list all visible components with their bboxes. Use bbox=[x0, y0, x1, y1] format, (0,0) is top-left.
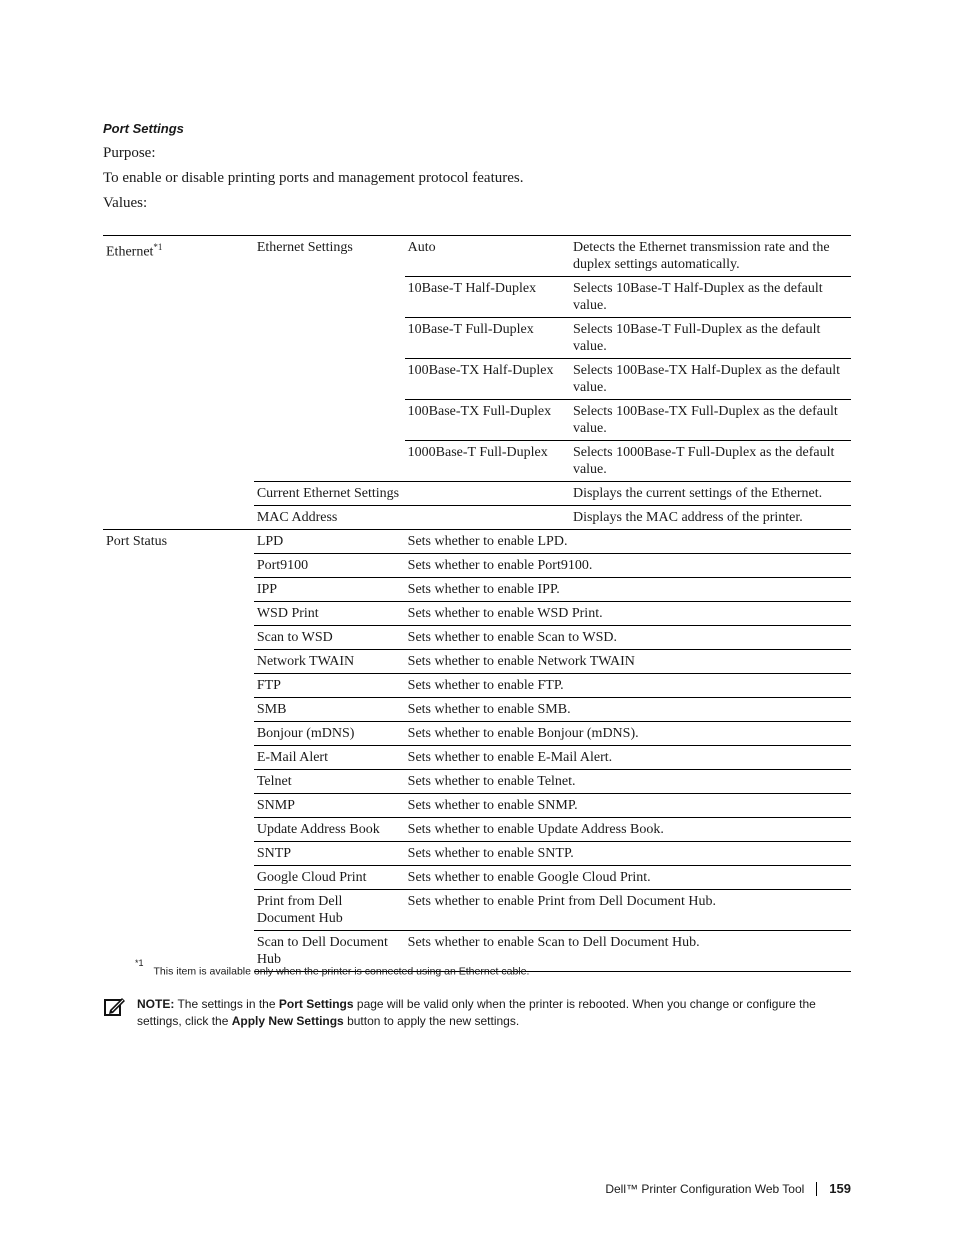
port-description: Sets whether to enable LPD. bbox=[405, 530, 851, 554]
mac-name: MAC Address bbox=[254, 506, 570, 530]
option-description: Selects 10Base-T Half-Duplex as the default value. bbox=[570, 277, 851, 318]
port-name: WSD Print bbox=[254, 602, 405, 626]
footnote-mark: *1 bbox=[135, 958, 144, 968]
purpose-text: To enable or disable printing ports and management protocol features. bbox=[103, 170, 524, 186]
port-name: Bonjour (mDNS) bbox=[254, 722, 405, 746]
ethernet-settings-label: Ethernet Settings bbox=[254, 236, 405, 482]
footnote-text: This item is available only when the printer is connected using an Ethernet cable. bbox=[153, 965, 530, 978]
port-name: E-Mail Alert bbox=[254, 746, 405, 770]
port-description: Sets whether to enable Update Address Book. bbox=[405, 818, 851, 842]
port-name: Print from Dell Document Hub bbox=[254, 890, 405, 931]
values-label: Values: bbox=[103, 195, 148, 211]
note-block bbox=[104, 996, 854, 1030]
option-name: 100Base-TX Half-Duplex bbox=[405, 359, 570, 400]
note-text-3: button to apply the new settings. bbox=[347, 1014, 520, 1028]
port-name: SNTP bbox=[254, 842, 405, 866]
footnote bbox=[135, 958, 530, 978]
values-table-body bbox=[103, 236, 851, 972]
port-name: Scan to Dell Document Hub bbox=[254, 931, 405, 972]
values-table bbox=[103, 235, 851, 972]
port-name: Update Address Book bbox=[254, 818, 405, 842]
pencil-note-icon bbox=[104, 996, 126, 1016]
port-description: Sets whether to enable Scan to WSD. bbox=[405, 626, 851, 650]
ethernet-label-cell bbox=[103, 236, 254, 530]
port-name: Google Cloud Print bbox=[254, 866, 405, 890]
port-name: Scan to WSD bbox=[254, 626, 405, 650]
port-description: Sets whether to enable Network TWAIN bbox=[405, 650, 851, 674]
port-name: Port9100 bbox=[254, 554, 405, 578]
port-description: Sets whether to enable Bonjour (mDNS). bbox=[405, 722, 851, 746]
option-description: Selects 100Base-TX Half-Duplex as the default value. bbox=[570, 359, 851, 400]
port-description: Sets whether to enable Google Cloud Print. bbox=[405, 866, 851, 890]
port-name: Telnet bbox=[254, 770, 405, 794]
option-description: Selects 10Base-T Full-Duplex as the default value. bbox=[570, 318, 851, 359]
table-row bbox=[103, 530, 851, 554]
port-description: Sets whether to enable E-Mail Alert. bbox=[405, 746, 851, 770]
port-description: Sets whether to enable WSD Print. bbox=[405, 602, 851, 626]
current-description: Displays the current settings of the Ethernet. bbox=[570, 482, 851, 506]
current-name: Current Ethernet Settings bbox=[254, 482, 570, 506]
table-row bbox=[103, 236, 851, 277]
port-description: Sets whether to enable Port9100. bbox=[405, 554, 851, 578]
option-description: Detects the Ethernet transmission rate and the duplex settings automatically. bbox=[570, 236, 851, 277]
option-description: Selects 100Base-TX Full-Duplex as the default value. bbox=[570, 400, 851, 441]
note-label: NOTE: bbox=[137, 997, 175, 1011]
port-name: Network TWAIN bbox=[254, 650, 405, 674]
port-status-label: Port Status bbox=[103, 530, 254, 972]
purpose-label: Purpose: bbox=[103, 145, 156, 161]
port-description: Sets whether to enable SNMP. bbox=[405, 794, 851, 818]
port-name: SMB bbox=[254, 698, 405, 722]
option-description: Selects 1000Base-T Full-Duplex as the default value. bbox=[570, 441, 851, 482]
port-name: IPP bbox=[254, 578, 405, 602]
port-description: Sets whether to enable Scan to Dell Document Hub. bbox=[405, 931, 851, 972]
mac-description: Displays the MAC address of the printer. bbox=[570, 506, 851, 530]
section-heading: Port Settings bbox=[103, 121, 184, 136]
option-name: 1000Base-T Full-Duplex bbox=[405, 441, 570, 482]
port-description: Sets whether to enable Print from Dell Document Hub. bbox=[405, 890, 851, 931]
port-description: Sets whether to enable SMB. bbox=[405, 698, 851, 722]
note-text-1: The settings in the bbox=[177, 997, 276, 1011]
page-footer bbox=[605, 1181, 851, 1196]
port-name: SNMP bbox=[254, 794, 405, 818]
note-ui-port-settings: Port Settings bbox=[278, 997, 354, 1011]
footer-separator bbox=[816, 1182, 817, 1196]
option-name: 10Base-T Full-Duplex bbox=[405, 318, 570, 359]
port-description: Sets whether to enable SNTP. bbox=[405, 842, 851, 866]
page-number: 159 bbox=[829, 1181, 851, 1196]
footer-title: Dell™ Printer Configuration Web Tool bbox=[605, 1181, 805, 1196]
note-text-2: page will be valid only when the printer is rebooted. When you change or configure the settings, click the bbox=[137, 997, 816, 1028]
port-name: FTP bbox=[254, 674, 405, 698]
note-ui-apply-new-settings: Apply New Settings bbox=[231, 1014, 344, 1028]
option-name: Auto bbox=[405, 236, 570, 277]
option-name: 100Base-TX Full-Duplex bbox=[405, 400, 570, 441]
ethernet-label: Ethernet bbox=[106, 244, 154, 260]
port-description: Sets whether to enable IPP. bbox=[405, 578, 851, 602]
option-name: 10Base-T Half-Duplex bbox=[405, 277, 570, 318]
ethernet-footnote-mark: *1 bbox=[153, 242, 163, 252]
port-name: LPD bbox=[254, 530, 405, 554]
port-description: Sets whether to enable Telnet. bbox=[405, 770, 851, 794]
port-description: Sets whether to enable FTP. bbox=[405, 674, 851, 698]
